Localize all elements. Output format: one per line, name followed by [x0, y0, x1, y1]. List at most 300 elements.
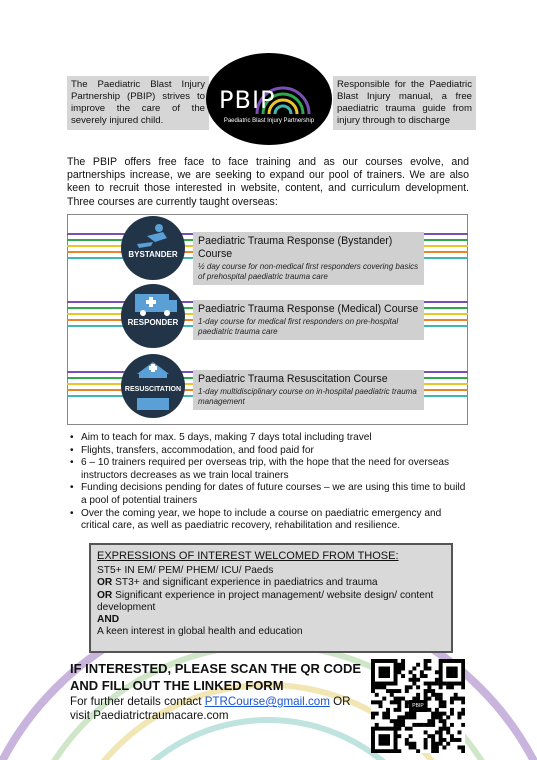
qr-module — [450, 708, 454, 712]
qr-module — [454, 659, 458, 663]
interest-heading: EXPRESSIONS OF INTEREST WELCOMED FROM THOSE: — [97, 550, 399, 562]
qr-module — [379, 738, 383, 742]
qr-module — [427, 667, 431, 671]
qr-module — [405, 685, 409, 689]
qr-module — [409, 727, 413, 731]
list-item: • Funding decisions pending for dates of future courses – we are using this time to build a pool of potential trainers — [67, 482, 470, 507]
qr-module — [450, 712, 454, 716]
qr-module — [442, 738, 446, 742]
qr-module — [390, 682, 394, 686]
qr-module — [457, 738, 461, 742]
qr-module — [375, 723, 379, 727]
qr-module — [431, 719, 435, 723]
qr-module — [439, 670, 443, 674]
qr-module — [424, 659, 428, 663]
course-title: Paediatric Trauma Response (Bystander) Course — [198, 235, 393, 260]
qr-module — [446, 742, 450, 746]
qr-module — [371, 689, 375, 693]
qr-module — [401, 659, 405, 663]
pbip-manual-box: Responsible for the Paediatric Blast Injury manual, a free paediatric trauma guide from injury through to discharge — [333, 76, 476, 130]
info-bullet-list — [67, 432, 470, 533]
qr-module — [431, 734, 435, 738]
qr-module — [439, 659, 443, 663]
qr-module — [442, 712, 446, 716]
qr-module — [409, 712, 413, 716]
qr-module — [390, 689, 394, 693]
qr-module — [439, 678, 443, 682]
qr-module — [371, 712, 375, 716]
course-title: Paediatric Trauma Resuscitation Course — [198, 373, 388, 385]
qr-module — [375, 712, 379, 716]
qr-module — [435, 715, 439, 719]
qr-module — [446, 659, 450, 663]
qr-module — [439, 697, 443, 701]
qr-module — [379, 700, 383, 704]
qr-module — [412, 674, 416, 678]
qr-module — [382, 670, 386, 674]
qr-module — [457, 659, 461, 663]
qr-module — [412, 742, 416, 746]
qr-module — [435, 670, 439, 674]
qr-module — [427, 659, 431, 663]
course-card-bystander — [193, 232, 424, 285]
qr-module — [427, 682, 431, 686]
qr-module — [424, 745, 428, 749]
interest-line-4: A keen interest in global health and education — [97, 626, 303, 638]
qr-module — [397, 727, 401, 731]
intro-paragraph: The PBIP offers free face to face training and as our courses evolve, and partnerships increase, we are seeking to expand our pool of trainers. We are also keen to recruit those interested in website, content, and curriculum development. Three courses are currently taught overseas: — [67, 156, 469, 208]
qr-module — [461, 685, 465, 689]
qr-module — [435, 682, 439, 686]
qr-module — [379, 667, 383, 671]
expressions-of-interest-box — [89, 543, 453, 653]
qr-code[interactable] — [371, 659, 465, 753]
qr-module — [397, 715, 401, 719]
qr-module — [439, 700, 443, 704]
qr-module — [439, 712, 443, 716]
qr-module — [431, 738, 435, 742]
website-text: visit Paediatrictraumacare.com — [70, 709, 229, 722]
call-to-action — [70, 660, 370, 694]
qr-module — [442, 723, 446, 727]
qr-module — [454, 693, 458, 697]
qr-module — [394, 682, 398, 686]
qr-module — [409, 742, 413, 746]
qr-module — [431, 749, 435, 753]
qr-module — [435, 697, 439, 701]
qr-module — [450, 667, 454, 671]
qr-module — [457, 715, 461, 719]
qr-module — [394, 708, 398, 712]
qr-module — [454, 738, 458, 742]
qr-module — [371, 749, 375, 753]
email-link[interactable]: PTRCourse@gmail.com — [204, 695, 330, 708]
qr-module — [442, 682, 446, 686]
or-label: OR — [97, 589, 113, 601]
qr-module — [397, 700, 401, 704]
logo-title: PBIP — [219, 86, 276, 114]
qr-module — [446, 715, 450, 719]
qr-module — [409, 715, 413, 719]
qr-module — [424, 674, 428, 678]
course-card-resuscitation — [193, 370, 424, 410]
qr-module — [382, 712, 386, 716]
qr-module — [435, 742, 439, 746]
qr-module — [461, 749, 465, 753]
qr-module — [405, 738, 409, 742]
qr-module — [379, 734, 383, 738]
qr-module — [371, 734, 375, 738]
qr-module — [386, 742, 390, 746]
qr-module — [412, 723, 416, 727]
qr-module — [461, 682, 465, 686]
qr-module — [439, 693, 443, 697]
course-card-medical — [193, 300, 424, 340]
qr-module — [442, 719, 446, 723]
qr-module — [439, 727, 443, 731]
qr-module — [394, 659, 398, 663]
pbip-mission-box: The Paediatric Blast Injury Partnership (PBIP) strives to improve the care of the severely injured child. — [67, 76, 209, 130]
qr-module — [394, 667, 398, 671]
qr-module — [431, 715, 435, 719]
qr-module — [446, 682, 450, 686]
qr-module — [412, 667, 416, 671]
qr-module — [450, 659, 454, 663]
qr-module — [371, 727, 375, 731]
qr-module — [397, 749, 401, 753]
qr-module — [461, 678, 465, 682]
qr-module — [371, 700, 375, 704]
qr-module — [457, 697, 461, 701]
qr-module — [446, 670, 450, 674]
qr-module — [416, 663, 420, 667]
qr-module — [439, 738, 443, 742]
course-description: ½ day course for non-medical first responders covering basics of prehospital paediatric trauma care — [198, 262, 419, 281]
qr-module — [394, 738, 398, 742]
qr-module — [427, 734, 431, 738]
qr-module — [450, 700, 454, 704]
qr-module — [382, 667, 386, 671]
qr-module — [439, 730, 443, 734]
qr-module — [450, 738, 454, 742]
qr-module — [424, 738, 428, 742]
qr-module — [416, 685, 420, 689]
qr-module — [439, 667, 443, 671]
qr-module — [382, 674, 386, 678]
qr-module — [382, 749, 386, 753]
qr-module — [394, 689, 398, 693]
qr-module — [386, 738, 390, 742]
qr-module — [382, 742, 386, 746]
qr-module — [386, 674, 390, 678]
qr-module — [405, 712, 409, 716]
qr-module — [454, 682, 458, 686]
qr-module — [371, 663, 375, 667]
list-item: • Over the coming year, we hope to include a course on paediatric emergency and critical care, as well as paediatric recovery, rehabilitation and resilience. — [67, 508, 470, 533]
qr-module — [390, 700, 394, 704]
qr-module — [450, 685, 454, 689]
qr-module — [461, 745, 465, 749]
qr-module — [401, 674, 405, 678]
list-item: • Flights, transfers, accommodation, and food paid for — [67, 445, 470, 458]
qr-module — [461, 708, 465, 712]
qr-module — [435, 678, 439, 682]
qr-module — [431, 693, 435, 697]
qr-module — [450, 682, 454, 686]
qr-module — [401, 723, 405, 727]
qr-module — [394, 663, 398, 667]
and-label: AND — [97, 614, 120, 626]
qr-module — [375, 682, 379, 686]
qr-module — [431, 745, 435, 749]
qr-module — [390, 727, 394, 731]
qr-module — [435, 712, 439, 716]
qr-module — [382, 682, 386, 686]
qr-logo-label: PBIP — [409, 700, 427, 712]
qr-module — [461, 659, 465, 663]
qr-module — [416, 723, 420, 727]
qr-module — [427, 708, 431, 712]
qr-module — [461, 667, 465, 671]
qr-module — [405, 742, 409, 746]
qr-module — [446, 674, 450, 678]
qr-module — [382, 685, 386, 689]
qr-module — [431, 689, 435, 693]
qr-module — [416, 693, 420, 697]
qr-module — [397, 734, 401, 738]
qr-module — [409, 685, 413, 689]
courses-panel — [67, 214, 468, 425]
qr-module — [390, 719, 394, 723]
qr-module — [401, 663, 405, 667]
qr-module — [412, 715, 416, 719]
qr-module — [379, 670, 383, 674]
qr-module — [427, 719, 431, 723]
qr-module — [446, 727, 450, 731]
qr-module — [386, 689, 390, 693]
qr-module — [386, 727, 390, 731]
qr-module — [439, 704, 443, 708]
qr-module — [401, 697, 405, 701]
qr-module — [375, 749, 379, 753]
qr-module — [371, 745, 375, 749]
qr-module — [420, 674, 424, 678]
qr-module — [401, 719, 405, 723]
qr-module — [412, 682, 416, 686]
qr-module — [379, 704, 383, 708]
qr-module — [461, 674, 465, 678]
qr-module — [461, 697, 465, 701]
qr-module — [371, 670, 375, 674]
qr-module — [442, 700, 446, 704]
qr-module — [371, 678, 375, 682]
qr-module — [424, 682, 428, 686]
qr-module — [424, 723, 428, 727]
qr-module — [405, 689, 409, 693]
qr-module — [424, 667, 428, 671]
qr-module — [435, 730, 439, 734]
qr-module — [424, 693, 428, 697]
qr-module — [371, 667, 375, 671]
pbip-logo — [205, 52, 333, 146]
qr-module — [446, 685, 450, 689]
qr-module — [397, 704, 401, 708]
qr-module — [394, 727, 398, 731]
qr-module — [394, 742, 398, 746]
qr-module — [412, 745, 416, 749]
qr-module — [431, 742, 435, 746]
qr-module — [427, 723, 431, 727]
qr-module — [457, 730, 461, 734]
qr-module — [442, 745, 446, 749]
qr-module — [450, 734, 454, 738]
qr-module — [424, 663, 428, 667]
qr-module — [394, 678, 398, 682]
qr-module — [397, 719, 401, 723]
qr-module — [379, 685, 383, 689]
qr-module — [386, 715, 390, 719]
qr-module — [386, 670, 390, 674]
qr-module — [454, 674, 458, 678]
qr-module — [371, 715, 375, 719]
qr-module — [386, 667, 390, 671]
qr-module — [397, 689, 401, 693]
qr-module — [386, 749, 390, 753]
qr-module — [461, 670, 465, 674]
qr-module — [379, 682, 383, 686]
qr-module — [394, 730, 398, 734]
qr-module — [401, 667, 405, 671]
qr-module — [397, 723, 401, 727]
qr-module — [427, 685, 431, 689]
responder-badge: RESPONDER — [127, 318, 179, 327]
qr-module — [371, 685, 375, 689]
qr-module — [379, 742, 383, 746]
qr-module — [442, 659, 446, 663]
qr-module — [382, 715, 386, 719]
qr-module — [397, 708, 401, 712]
list-item: • Aim to teach for max. 5 days, making 7 days total including travel — [67, 432, 470, 445]
qr-module — [379, 749, 383, 753]
qr-module — [457, 682, 461, 686]
interest-line-3: OR Significant experience in project management/ website design/ content development — [97, 589, 434, 613]
qr-module — [420, 670, 424, 674]
qr-module — [409, 734, 413, 738]
qr-module — [409, 678, 413, 682]
qr-module — [442, 727, 446, 731]
qr-module — [446, 730, 450, 734]
contact-details: For further details contact PTRCourse@gmail.com OR visit Paediatrictraumacare.com — [70, 695, 370, 723]
qr-module — [394, 723, 398, 727]
qr-module — [439, 742, 443, 746]
qr-module — [435, 708, 439, 712]
course-description: 1-day multidisciplinary course on in-hospital paediatric trauma management — [198, 387, 417, 406]
qr-module — [371, 682, 375, 686]
qr-module — [394, 745, 398, 749]
qr-module — [379, 727, 383, 731]
qr-module — [394, 749, 398, 753]
qr-module — [382, 727, 386, 731]
qr-module — [409, 670, 413, 674]
qr-module — [450, 697, 454, 701]
qr-module — [461, 723, 465, 727]
qr-module — [412, 678, 416, 682]
qr-module — [371, 742, 375, 746]
qr-module — [379, 674, 383, 678]
qr-module — [371, 738, 375, 742]
qr-module — [405, 727, 409, 731]
qr-module — [397, 667, 401, 671]
qr-module — [420, 723, 424, 727]
qr-module — [371, 730, 375, 734]
qr-module — [424, 689, 428, 693]
qr-module — [424, 730, 428, 734]
qr-module — [431, 712, 435, 716]
qr-module — [375, 727, 379, 731]
qr-module — [401, 715, 405, 719]
qr-module — [386, 734, 390, 738]
qr-module — [461, 663, 465, 667]
list-item: • 6 – 10 trainers required per overseas trip, with the hope that the need for overseas instructors decreases as we train local trainers — [67, 457, 470, 482]
bystander-badge: BYSTANDER — [128, 250, 178, 259]
qr-module — [450, 674, 454, 678]
cta-line-2: AND FILL OUT THE LINKED FORM — [70, 678, 284, 693]
qr-module — [394, 697, 398, 701]
qr-module — [382, 738, 386, 742]
qr-module — [386, 712, 390, 716]
qr-module — [439, 719, 443, 723]
qr-module — [375, 659, 379, 663]
qr-module — [424, 742, 428, 746]
qr-module — [435, 693, 439, 697]
qr-module — [394, 700, 398, 704]
qr-module — [450, 670, 454, 674]
qr-module — [382, 734, 386, 738]
qr-module — [382, 697, 386, 701]
qr-module — [431, 723, 435, 727]
qr-module — [386, 708, 390, 712]
interest-line-1: ST5+ IN EM/ PEM/ PHEM/ ICU/ Paeds — [97, 565, 274, 576]
qr-module — [439, 674, 443, 678]
qr-module — [454, 697, 458, 701]
qr-module — [397, 670, 401, 674]
qr-module — [431, 682, 435, 686]
qr-module — [439, 682, 443, 686]
qr-module — [371, 659, 375, 663]
qr-module — [457, 745, 461, 749]
qr-module — [394, 674, 398, 678]
qr-module — [439, 663, 443, 667]
qr-module — [405, 715, 409, 719]
course-title: Paediatric Trauma Response (Medical) Course — [198, 303, 419, 315]
qr-module — [394, 734, 398, 738]
qr-module — [397, 663, 401, 667]
qr-module — [382, 659, 386, 663]
interest-line-2: OR ST3+ and significant experience in paediatrics and trauma — [97, 577, 378, 589]
cta-line-1: IF INTERESTED, PLEASE SCAN THE QR CODE — [70, 661, 362, 676]
qr-module — [454, 670, 458, 674]
qr-module — [397, 697, 401, 701]
qr-module — [375, 685, 379, 689]
qr-module — [457, 712, 461, 716]
course-description: 1-day course for medical first responders on pre-hospital paediatric trauma care — [198, 317, 399, 336]
qr-module — [394, 670, 398, 674]
qr-module — [386, 659, 390, 663]
qr-module — [461, 712, 465, 716]
qr-module — [390, 659, 394, 663]
qr-module — [390, 749, 394, 753]
resuscitation-badge: RESUSCITATION — [124, 386, 182, 393]
